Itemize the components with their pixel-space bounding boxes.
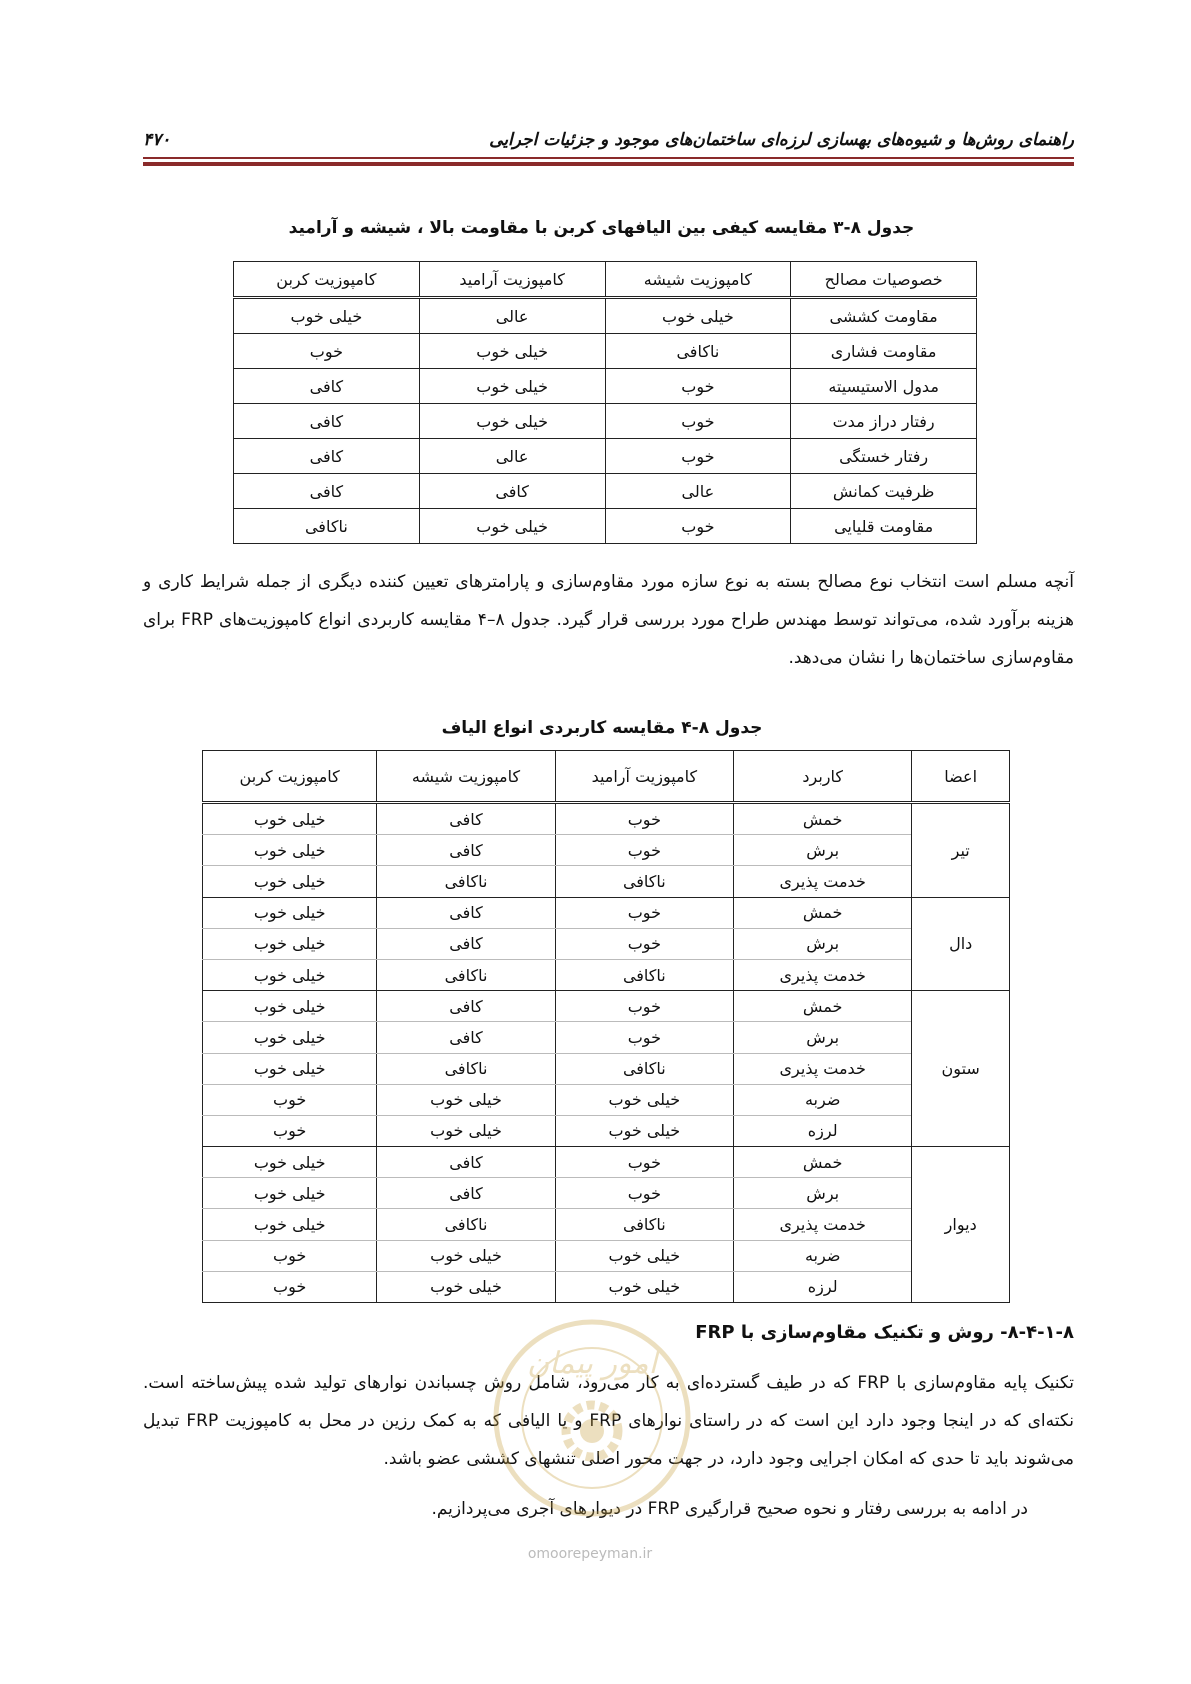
table-qualitative-comparison bbox=[233, 261, 977, 544]
table-cell: خوب bbox=[555, 928, 733, 959]
table-cell: خیلی خوب bbox=[419, 334, 605, 369]
table-row bbox=[203, 1084, 1010, 1115]
table-row bbox=[203, 866, 1010, 897]
table-cell: کافی bbox=[234, 439, 420, 474]
table-row bbox=[203, 991, 1010, 1022]
table-cell: خوب bbox=[605, 439, 791, 474]
table-cell: خوب bbox=[555, 803, 733, 835]
table-cell: خیلی خوب bbox=[203, 835, 377, 866]
table-cell: خوب bbox=[203, 1115, 377, 1146]
table-cell: خیلی خوب bbox=[605, 298, 791, 334]
table-row bbox=[234, 439, 977, 474]
table-cell: کافی bbox=[234, 369, 420, 404]
table-cell: رفتار خستگی bbox=[791, 439, 977, 474]
table-cell: برش bbox=[734, 928, 912, 959]
table-row bbox=[203, 803, 1010, 835]
table-cell: ضربه bbox=[734, 1240, 912, 1271]
table-cell: کافی bbox=[377, 1147, 555, 1178]
table-cell: کافی bbox=[377, 803, 555, 835]
table-cell: خیلی خوب bbox=[419, 369, 605, 404]
table-cell: ناکافی bbox=[377, 959, 555, 990]
paragraph-frp-technique: تکنیک پایه مقاوم‌سازی با FRP که در طیف گسترده‌ای به کار می‌رود، شامل روش چسباندن نوارهای تولید شده پیش‌ساخته است. نکته‌ای که در اینجا وجود دارد این است که در راستای نوارهای FRP و یا الیافی که به کمک رزین در محل به کامپوزیت FRP تبدیل می‌شوند باید تا حدی که امکان اجرایی وجود دارد، در جهت محور اصلی تنشهای کششی عضو باشد. bbox=[143, 1373, 1075, 1469]
table-row bbox=[203, 959, 1010, 990]
table-cell: خیلی خوب bbox=[555, 1115, 733, 1146]
table-cell: ناکافی bbox=[605, 334, 791, 369]
table-cell: خوب bbox=[555, 897, 733, 928]
table-cell: کافی bbox=[377, 928, 555, 959]
table-row bbox=[234, 474, 977, 509]
column-header: خصوصیات مصالح bbox=[791, 262, 977, 298]
table-row bbox=[234, 334, 977, 369]
table-cell: خیلی خوب bbox=[377, 1115, 555, 1146]
table-cell: کافی bbox=[377, 1022, 555, 1053]
table-cell: خوب bbox=[203, 1271, 377, 1302]
member-cell: تیر bbox=[912, 803, 1010, 898]
running-title: راهنمای روش‌ها و شیوه‌های بهسازی لرزه‌ای ساختمان‌های موجود و جزئیات اجرایی bbox=[489, 130, 1074, 150]
table-row bbox=[203, 1022, 1010, 1053]
watermark-logo bbox=[487, 1313, 697, 1523]
table-cell: خوب bbox=[555, 991, 733, 1022]
table-cell: ناکافی bbox=[377, 866, 555, 897]
table-cell: خیلی خوب bbox=[203, 1022, 377, 1053]
table-cell: مقاومت کششی bbox=[791, 298, 977, 334]
table-cell: خوب bbox=[555, 1022, 733, 1053]
table-cell: خیلی خوب bbox=[203, 803, 377, 835]
table-header-row bbox=[234, 262, 977, 298]
table-cell: خمش bbox=[734, 897, 912, 928]
table-row bbox=[203, 1147, 1010, 1178]
table-cell: خوب bbox=[203, 1240, 377, 1271]
table-cell: کافی bbox=[377, 835, 555, 866]
member-cell: ستون bbox=[912, 991, 1010, 1147]
table-row bbox=[203, 1240, 1010, 1271]
table-cell: خوب bbox=[203, 1084, 377, 1115]
table-cell: خیلی خوب bbox=[419, 404, 605, 439]
table-row bbox=[203, 1178, 1010, 1209]
table-row bbox=[203, 1053, 1010, 1084]
member-cell: دال bbox=[912, 897, 1010, 991]
table-cell: لرزه bbox=[734, 1115, 912, 1146]
header-rule-thin bbox=[143, 157, 1074, 159]
table-cell: خیلی خوب bbox=[203, 959, 377, 990]
table-row bbox=[234, 404, 977, 439]
column-header: اعضا bbox=[912, 751, 1010, 803]
table-cell: خیلی خوب bbox=[234, 298, 420, 334]
table-cell: مقاومت فشاری bbox=[791, 334, 977, 369]
table-row bbox=[203, 1271, 1010, 1302]
table-row bbox=[203, 1115, 1010, 1146]
paragraph-masonry-intro: در ادامه به بررسی رفتار و نحوه صحیح قرارگیری FRP در دیوارهای آجری می‌پردازیم. bbox=[431, 1499, 1028, 1519]
table-cell: خوب bbox=[605, 509, 791, 544]
column-header: کاربرد bbox=[734, 751, 912, 803]
column-header: کامپوزیت آرامید bbox=[419, 262, 605, 298]
table-cell: خیلی خوب bbox=[555, 1271, 733, 1302]
table-cell: خیلی خوب bbox=[203, 897, 377, 928]
table-cell: ناکافی bbox=[377, 1209, 555, 1240]
table-cell: عالی bbox=[605, 474, 791, 509]
table-row bbox=[234, 369, 977, 404]
table-cell: ناکافی bbox=[555, 866, 733, 897]
page-header bbox=[143, 126, 1074, 160]
table-cell: ناکافی bbox=[377, 1053, 555, 1084]
svg-text:امور پیمان: امور پیمان bbox=[527, 1346, 657, 1381]
section-heading: ۸-۴-۱-۸- روش و تکنیک مقاوم‌سازی با FRP bbox=[695, 1322, 1074, 1343]
table-cell: کافی bbox=[377, 991, 555, 1022]
table-cell: خدمت پذیری bbox=[734, 1053, 912, 1084]
header-rule-thick bbox=[143, 162, 1074, 166]
table-cell: خمش bbox=[734, 991, 912, 1022]
table-cell: خوب bbox=[605, 369, 791, 404]
table-cell: خیلی خوب bbox=[203, 866, 377, 897]
table-cell: خدمت پذیری bbox=[734, 866, 912, 897]
table-cell: خدمت پذیری bbox=[734, 959, 912, 990]
table-cell: خیلی خوب bbox=[203, 928, 377, 959]
table-cell: کافی bbox=[234, 404, 420, 439]
table-cell: خوب bbox=[605, 404, 791, 439]
table-cell: ناکافی bbox=[555, 1053, 733, 1084]
table-cell: خدمت پذیری bbox=[734, 1209, 912, 1240]
table-cell: خوب bbox=[555, 1178, 733, 1209]
table-cell: برش bbox=[734, 835, 912, 866]
table-cell: لرزه bbox=[734, 1271, 912, 1302]
table-cell: ناکافی bbox=[234, 509, 420, 544]
table-cell: خوب bbox=[234, 334, 420, 369]
table-cell: ظرفیت کمانش bbox=[791, 474, 977, 509]
table-cell: خیلی خوب bbox=[203, 991, 377, 1022]
table-cell: خیلی خوب bbox=[555, 1084, 733, 1115]
paragraph-material-selection: آنچه مسلم است انتخاب نوع مصالح بسته به نوع سازه مورد مقاوم‌سازی و پارامترهای تعیین کننده دیگری از جمله شرایط کاری و هزینه برآورد شده، می‌تواند توسط مهندس طراح مورد بررسی قرار گیرد. جدول ۸–۴ مقایسه کاربردی انواع کامپوزیت‌های FRP برای مقاوم‌سازی ساختمان‌ها را نشان می‌دهد. bbox=[143, 572, 1074, 668]
table-cell: مدول الاستیسیته bbox=[791, 369, 977, 404]
table-row bbox=[203, 1209, 1010, 1240]
table-cell: خیلی خوب bbox=[377, 1271, 555, 1302]
table-row bbox=[203, 897, 1010, 928]
table-cell: مقاومت قلیایی bbox=[791, 509, 977, 544]
table-cell: برش bbox=[734, 1022, 912, 1053]
table-cell: کافی bbox=[419, 474, 605, 509]
table-cell: خیلی خوب bbox=[203, 1053, 377, 1084]
table-row bbox=[234, 298, 977, 334]
table-cell: خیلی خوب bbox=[203, 1209, 377, 1240]
table-cell: کافی bbox=[377, 1178, 555, 1209]
column-header: کامپوزیت آرامید bbox=[555, 751, 733, 803]
member-cell: دیوار bbox=[912, 1147, 1010, 1303]
table-row bbox=[234, 509, 977, 544]
table-row bbox=[203, 928, 1010, 959]
table-cell: خیلی خوب bbox=[555, 1240, 733, 1271]
table-cell: خوب bbox=[555, 835, 733, 866]
table-application-comparison bbox=[202, 750, 1010, 1303]
table-cell: خیلی خوب bbox=[377, 1240, 555, 1271]
table-cell: خیلی خوب bbox=[377, 1084, 555, 1115]
table-cell: رفتار دراز مدت bbox=[791, 404, 977, 439]
table-cell: برش bbox=[734, 1178, 912, 1209]
watermark-site: omoorepeyman.ir bbox=[527, 1546, 653, 1562]
table-header-row bbox=[203, 751, 1010, 803]
table1-caption: جدول ۸-۳ مقایسه کیفی بین الیافهای کربن با مقاومت بالا ، شیشه و آرامید bbox=[288, 218, 915, 238]
table-cell: ناکافی bbox=[555, 1209, 733, 1240]
table2-caption: جدول ۸-۴ مقایسه کاربردی انواع الیاف bbox=[441, 718, 763, 738]
table-cell: خمش bbox=[734, 1147, 912, 1178]
table-cell: عالی bbox=[419, 298, 605, 334]
page-number: ۴۷۰ bbox=[143, 130, 171, 150]
column-header: کامپوزیت شیشه bbox=[377, 751, 555, 803]
column-header: کامپوزیت کربن bbox=[203, 751, 377, 803]
table-cell: کافی bbox=[377, 897, 555, 928]
table-row bbox=[203, 835, 1010, 866]
table-cell: کافی bbox=[234, 474, 420, 509]
table-cell: خیلی خوب bbox=[419, 509, 605, 544]
table-cell: خیلی خوب bbox=[203, 1147, 377, 1178]
column-header: کامپوزیت شیشه bbox=[605, 262, 791, 298]
table-cell: ضربه bbox=[734, 1084, 912, 1115]
table-cell: خمش bbox=[734, 803, 912, 835]
table-cell: خیلی خوب bbox=[203, 1178, 377, 1209]
table-cell: ناکافی bbox=[555, 959, 733, 990]
table-cell: خوب bbox=[555, 1147, 733, 1178]
column-header: کامپوزیت کربن bbox=[234, 262, 420, 298]
table-cell: عالی bbox=[419, 439, 605, 474]
